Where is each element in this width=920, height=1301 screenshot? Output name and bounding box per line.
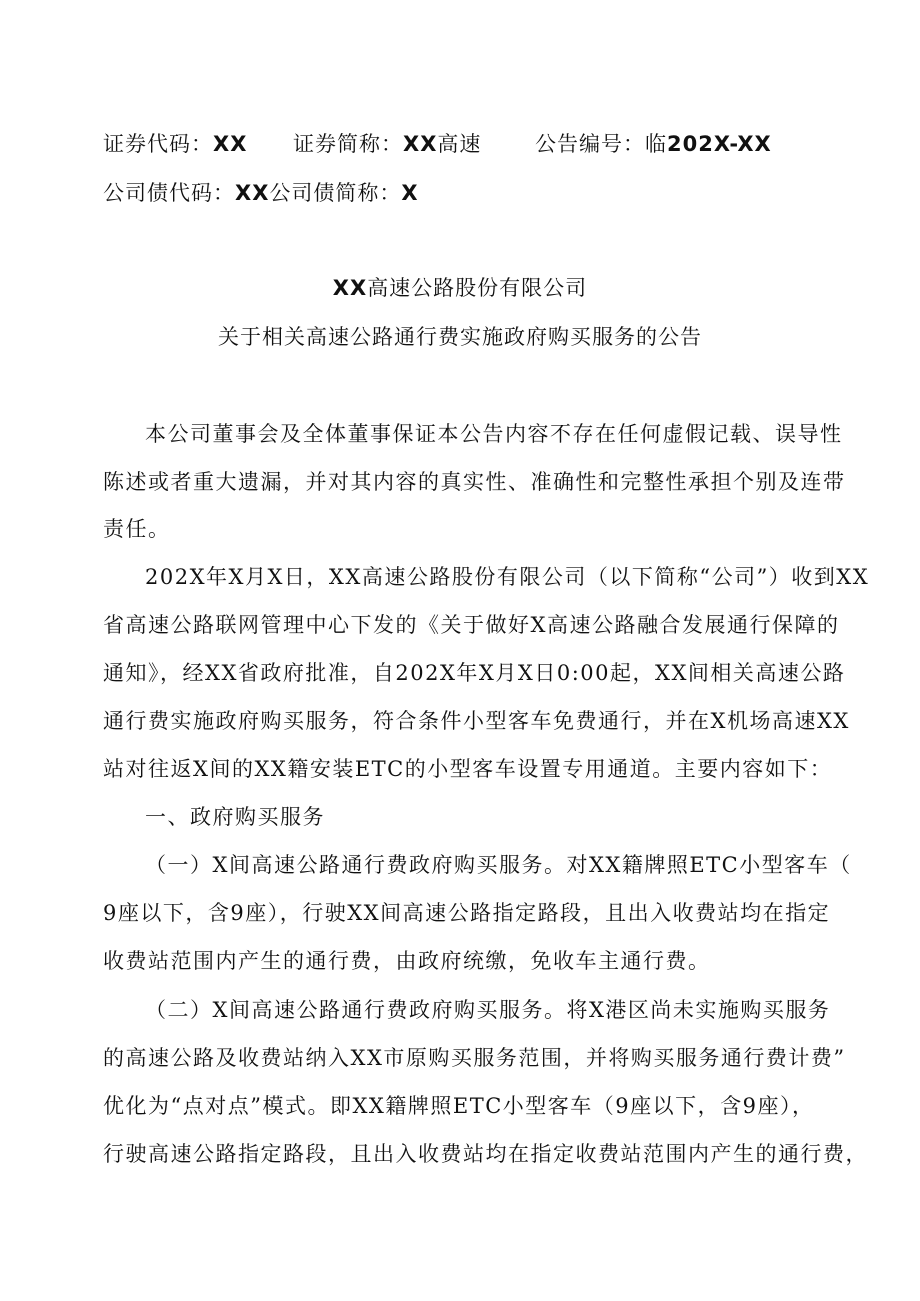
body-line: 站对往返X间的XX籍安装ETC的小型客车设置专用通道。主要内容如下： [103,757,833,781]
body-line: （一）X间高速公路通行费政府购买服务。对XX籍牌照ETC小型客车（ [145,853,852,877]
bond-code-value: XX [235,181,270,205]
stock-code-value: XX [213,132,248,156]
body-line: 收费站范围内产生的通行费，由政府统缴，免收车主通行费。 [103,949,711,973]
bond-code-label: 公司债代码： [103,181,235,205]
body-line: 行驶高速公路指定路段，且出入收费站均在指定收费站范围内产生的通行费， [103,1142,868,1166]
notice-number-label: 公告编号：临 [535,132,667,156]
notice-number-value: 202X-XX [667,132,772,156]
bond-abbr-value: X [401,181,419,205]
stock-abbr-value-rest: 高速 [437,132,482,156]
body-line: 优化为“点对点”模式。即XX籍牌照ETC小型客车（9座以下，含9座）， [103,1094,815,1118]
stock-abbr-label: 证券简称： [293,132,403,156]
bond-abbr-label: 公司债简称： [269,181,402,205]
notice-title: 关于相关高速公路通行费实施政府购买服务的公告 [218,325,702,349]
body-line: 陈述或者重大遗漏，并对其内容的真实性、准确性和完整性承担个别及连带 [103,470,846,494]
company-title-bold: XX [332,276,368,300]
stock-code [103,134,247,155]
body-line: 通知》，经XX省政府批准，自202X年X月X日0:00起，XX间相关高速公路 [103,661,846,685]
body-line: 通行费实施政府购买服务，符合条件小型客车免费通行，并在X机场高速XX [103,709,850,733]
body-line: 责任。 [103,517,171,541]
stock-code-label: 证券代码： [103,132,213,156]
company-title-rest: 高速公路股份有限公司 [367,276,588,300]
notice-number [535,134,772,155]
company-title [0,278,920,299]
body-line: 本公司董事会及全体董事保证本公告内容不存在任何虚假记载、误导性 [145,422,843,446]
body-line: 202X年X月X日，XX高速公路股份有限公司（以下简称“公司”）收到XX [145,565,870,589]
bond-info [103,183,419,204]
stock-abbr-value-bold: XX [403,132,438,156]
body-line: 的高速公路及收费站纳入XX市原购买服务范围，并将购买服务通行费计费” [103,1046,846,1070]
body-line: （二）X间高速公路通行费政府购买服务。将X港区尚未实施购买服务 [145,998,831,1022]
body-line: 9座以下，含9座），行驶XX间高速公路指定路段，且出入收费站均在指定 [103,901,831,925]
stock-abbr [293,134,481,155]
body-line: 省高速公路联网管理中心下发的《关于做好X高速公路融合发展通行保障的 [103,613,840,637]
section-heading: 一、政府购买服务 [145,805,325,829]
